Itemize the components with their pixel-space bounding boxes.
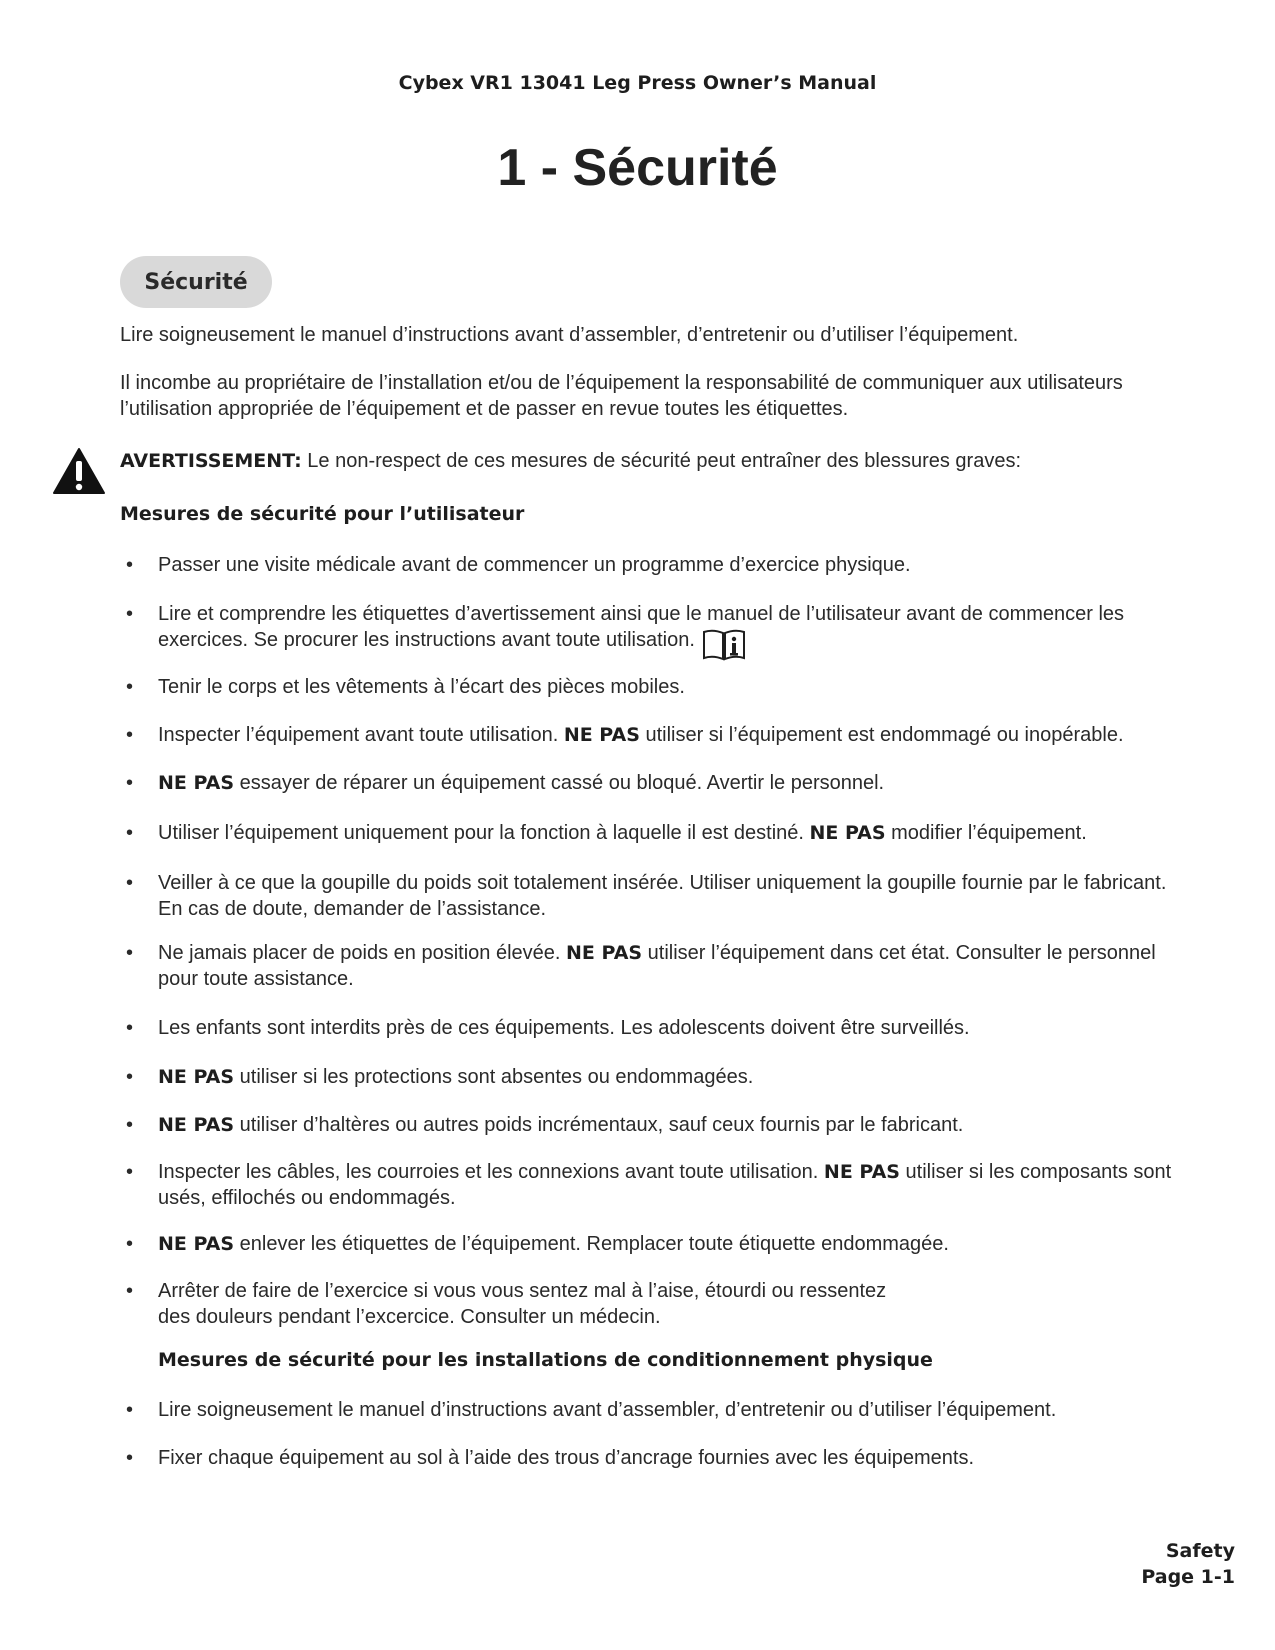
bullet-dot: •: [126, 942, 134, 964]
warning-triangle-icon: [52, 447, 106, 495]
list-item-text: NE PAS utiliser d’haltères ou autres poids incrémentaux, sauf ceux fournis par le fabricant.: [158, 1114, 964, 1136]
bullet-dot: •: [126, 554, 134, 576]
intro-paragraph-1: Lire soigneusement le manuel d’instructions avant d’assembler, d’entretenir ou d’utiliser l’équipement.: [120, 324, 1019, 346]
warning-line: [120, 448, 1190, 474]
bullet-dot: •: [126, 1161, 134, 1183]
page-footer: [1141, 1538, 1235, 1590]
chapter-title: 1 - Sécurité: [497, 139, 778, 197]
bullet-dot: •: [126, 1447, 134, 1469]
list-item-text: NE PAS essayer de réparer un équipement cassé ou bloqué. Avertir le personnel.: [158, 772, 885, 794]
warning-text: Le non-respect de ces mesures de sécurité peut entraîner des blessures graves:: [301, 450, 1021, 472]
bullet-dot: •: [126, 772, 134, 794]
warning-label: AVERTISSEMENT:: [120, 450, 302, 472]
list-item-text: Lire et comprendre les étiquettes d’avertissement ainsi que le manuel de l’utilisateur avant de commencer les exercices. Se procurer les instructions avant toute utilisation.: [158, 601, 1188, 662]
manual-info-icon: [701, 628, 747, 662]
bullet-dot: •: [126, 822, 134, 844]
list-item-text: Arrêter de faire de l’exercice si vous vous sentez mal à l’aise, étourdi ou ressentez des douleurs pendant l’excercice. Consulter un médecin.: [158, 1280, 887, 1328]
bullet-dot: •: [126, 724, 134, 746]
bullet-dot: •: [126, 872, 134, 894]
list-item-text: Ne jamais placer de poids en position élevée. NE PAS utiliser l’équipement dans cet état. Consulter le personnel pour toute assistance.: [158, 942, 1156, 990]
list-item-text: Fixer chaque équipement au sol à l’aide des trous d’ancrage fournies avec les équipements.: [158, 1447, 975, 1469]
list-item-text: Tenir le corps et les vêtements à l’écart des pièces mobiles.: [158, 676, 685, 698]
section-pill-label: Sécurité: [144, 269, 248, 295]
bullet-dot: •: [126, 1399, 134, 1421]
list-item-text: Utiliser l’équipement uniquement pour la fonction à laquelle il est destiné. NE PAS modifier l’équipement.: [158, 822, 1087, 844]
bullet-dot: •: [126, 1233, 134, 1255]
list-item-text: Inspecter les câbles, les courroies et les connexions avant toute utilisation. NE PAS utiliser si les composants sont usés, effilochés ou endommagés.: [158, 1161, 1172, 1209]
bullet-dot: •: [126, 1066, 134, 1088]
bullet-dot: •: [126, 1114, 134, 1136]
bullet-dot: •: [126, 676, 134, 698]
bullet-dot: •: [126, 1017, 134, 1039]
intro-paragraph-2: Il incombe au propriétaire de l’installation et/ou de l’équipement la responsabilité de communiquer aux utilisateurs l’utilisation appropriée de l’équipement et de passer en revue toutes les étiquettes.: [120, 372, 1123, 420]
list-item-text: Passer une visite médicale avant de commencer un programme d’exercice physique.: [158, 554, 911, 576]
footer-section-label: Safety: [1165, 1540, 1235, 1562]
footer-page-number: Page 1-1: [1141, 1566, 1235, 1588]
list-item-text: NE PAS enlever les étiquettes de l’équipement. Remplacer toute étiquette endommagée.: [158, 1233, 949, 1255]
list-item-text: NE PAS utiliser si les protections sont absentes ou endommagées.: [158, 1066, 754, 1088]
list-item-text: Inspecter l’équipement avant toute utilisation. NE PAS utiliser si l’équipement est endommagé ou inopérable.: [158, 724, 1124, 746]
list-item-text: Veiller à ce que la goupille du poids soit totalement insérée. Utiliser uniquement la goupille fournie par le fabricant. En cas de doute, demander de l’assistance.: [158, 872, 1167, 920]
running-header: Cybex VR1 13041 Leg Press Owner’s Manual: [398, 72, 877, 94]
facility-safety-heading: Mesures de sécurité pour les installations de conditionnement physique: [158, 1349, 933, 1371]
section-pill: [120, 256, 272, 308]
user-safety-heading: Mesures de sécurité pour l’utilisateur: [120, 503, 525, 525]
list-item-text: Lire soigneusement le manuel d’instructions avant d’assembler, d’entretenir ou d’utiliser l’équipement.: [158, 1399, 1057, 1421]
bullet-dot: •: [126, 603, 134, 625]
bullet-dot: •: [126, 1280, 134, 1302]
list-item-text: Les enfants sont interdits près de ces équipements. Les adolescents doivent être surveillés.: [158, 1017, 970, 1039]
